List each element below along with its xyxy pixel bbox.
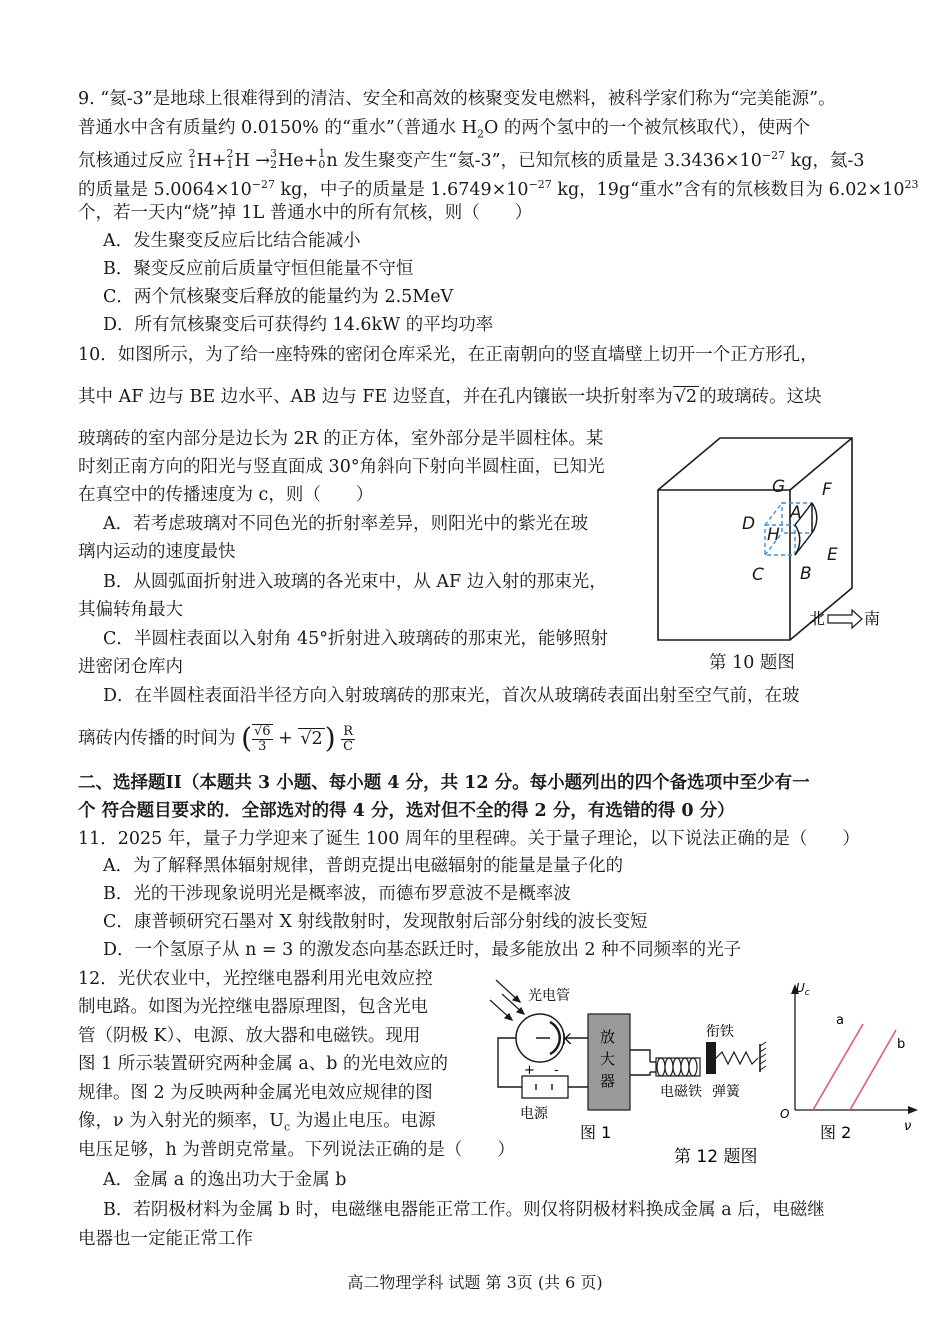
label-amp-2: 大	[600, 1050, 616, 1068]
label-a: A	[790, 503, 802, 523]
q9-line-3: 氘核通过反应 2 1 H+ 2 1 H → 3 2 He+ 1 0 n 发生聚变产生“氦-3”，已知氘核的质量是 $3.3436\times 10^{-27}$ kg，氦-3	[78, 147, 865, 171]
label-south: 南	[864, 609, 881, 628]
q9-option-c: C．两个氘核聚变后释放的能量约为 2.5MeV	[103, 287, 454, 307]
q12-option-b-2: 电器也一定能正常工作	[78, 1229, 253, 1249]
spring-icon	[716, 1052, 758, 1064]
label-c: C	[752, 565, 764, 585]
page-footer: 高二物理学科 试题 第 3页 (共 6 页)	[347, 1273, 603, 1292]
q9-line-1: 9. “氦-3”是地球上很难得到的清洁、安全和高效的核聚变发电燃料，被科学家们称为“完美能源”。	[78, 89, 836, 109]
q12-line-5: 规律。图 2 为反映两种金属光电效应规律的图	[78, 1083, 433, 1103]
label-b: B	[800, 564, 812, 584]
label-minus: -	[554, 1063, 559, 1078]
graph-axis-x: ν	[904, 1119, 912, 1134]
graph-line-a	[813, 1024, 863, 1110]
q10-option-a-2: 璃内运动的速度最快	[78, 542, 236, 562]
graph-line-b	[850, 1030, 896, 1110]
label-fig-2: 图 2	[820, 1123, 852, 1142]
label-electromagnet: 电磁铁	[660, 1084, 702, 1100]
q10-line-4: 时刻正南方向的阳光与竖直面成 30°角斜向下射向半圆柱面，已知光	[78, 457, 605, 477]
q10-line-5: 在真空中的传播速度为 c，则（ ）	[78, 485, 374, 505]
q11-option-c: C．康普顿研究石墨对 X 射线散射时，发现散射后部分射线的波长变短	[103, 912, 648, 932]
q9-option-a: A．发生聚变反应后比结合能减小	[103, 231, 361, 251]
label-e: E	[827, 545, 838, 565]
label-spring: 弹簧	[712, 1084, 740, 1100]
q11-stem: 11．2025 年，量子力学迎来了诞生 100 周年的里程碑。关于量子理论，以下说法正确的是（ ）	[78, 829, 860, 849]
label-f: F	[822, 480, 832, 500]
label-amp-3: 器	[600, 1072, 616, 1090]
q10-option-b-2: 其偏转角最大	[78, 600, 183, 620]
section-2-heading-1: 二、选择题II（本题共 3 小题、每小题 4 分，共 12 分。每小题列出的四个备选项中至少有一	[78, 773, 810, 793]
label-phototube: 光电管	[528, 988, 570, 1004]
graph-label-a: a	[836, 1013, 844, 1028]
section-2-heading-2: 个 符合题目要求的．全部选对的得 4 分，选对但不全的得 2 分，有选错的得 0 分）	[78, 801, 735, 821]
graph-label-b: b	[897, 1037, 906, 1052]
q10-option-b-1: B．从圆弧面折射进入玻璃的各光束中，从 AF 边入射的那束光，	[103, 572, 607, 592]
label-g: G	[772, 477, 786, 497]
q10-option-d-2: 璃砖内传播的时间为 ( $\frac{√6}{3}$ + √2) $\frac{R}{C}$	[78, 721, 354, 755]
q9-line-2: 普通水中含有质量约 0.0150% 的“重水”（普通水 $H_2O$ 的两个氢中的一个被氘核取代），使两个	[78, 118, 811, 141]
q12-line-4: 图 1 所示装置研究两种金属 a、b 的光电效应的	[78, 1054, 449, 1074]
armature-icon	[706, 1042, 716, 1074]
q10-option-d-1: D．在半圆柱表面沿半径方向入射玻璃砖的那束光，首次从玻璃砖表面出射至空气前，在玻	[103, 686, 800, 706]
q9-line-5: 个，若一天内“烧”掉 1L 普通水中的所有氘核，则（ ）	[78, 203, 533, 223]
power-source-icon	[522, 1076, 568, 1098]
label-d: D	[742, 514, 756, 534]
q12-option-a: A．金属 a 的逸出功大于金属 b	[103, 1170, 347, 1190]
q9-option-b: B．聚变反应前后质量守恒但能量不守恒	[103, 259, 414, 279]
q12-line-1: 12．光伏农业中，光控继电器利用光电效应控	[78, 969, 433, 989]
q12-option-b-1: B．若阴极材料为金属 b 时，电磁继电器能正常工作。则仅将阴极材料换成金属 a 后，电磁继	[103, 1200, 825, 1220]
figure-10-diagram	[650, 430, 910, 670]
label-amp-1: 放	[600, 1028, 616, 1046]
figure-10-caption: 第 10 题图	[709, 653, 795, 673]
q10-line-3: 玻璃砖的室内部分是边长为 2R 的正方体，室外部分是半圆柱体。某	[78, 429, 604, 449]
label-fig-1: 图 1	[580, 1123, 612, 1142]
label-north: 北	[809, 609, 826, 628]
label-h: H	[767, 525, 780, 545]
graph-axis-y: $U_c$	[796, 981, 810, 998]
fusion-equation: 2 1 H+ 2 1 H → 3 2 He+ 1 0 n	[188, 147, 338, 171]
q12-line-7: 电压足够，h 为普朗克常量。下列说法正确的是（ ）	[78, 1140, 515, 1160]
figure-12-diagram	[480, 972, 920, 1172]
q10-option-c-2: 进密闭仓库内	[78, 657, 183, 677]
label-armature: 衔铁	[706, 1024, 734, 1040]
q11-option-b: B．光的干涉现象说明光是概率波，而德布罗意波不是概率波	[103, 884, 571, 904]
graph-origin: O	[780, 1107, 790, 1121]
label-plus: +	[524, 1063, 535, 1078]
label-cathode-k: K	[562, 1032, 572, 1048]
q10-option-c-1: C．半圆柱表面以入射角 45°折射进入玻璃砖的那束光，能够照射	[103, 629, 608, 649]
q10-line-2: 其中 AF 边与 BE 边水平、AB 边与 FE 边竖直，并在孔内镶嵌一块折射率为 √2 的玻璃砖。这块	[78, 387, 822, 407]
q10-option-a-1: A．若考虑玻璃对不同色光的折射率差异，则阳光中的紫光在玻	[103, 514, 589, 534]
figure-12-caption: 第 12 题图	[674, 1147, 758, 1167]
q10-line-1: 10．如图所示，为了给一座特殊的密闭仓库采光，在正南朝向的竖直墙壁上切开一个正方形孔，	[78, 345, 818, 365]
q11-option-a: A．为了解释黑体辐射规律，普朗克提出电磁辐射的能量是量子化的	[103, 856, 624, 876]
q9-line-4: 的质量是 $5.0064\times 10^{-27}$ kg，中子的质量是 $1.6749\times 10^{-27}$ kg，19g“重水”含有的氘核数目为 $6.02\times 10^{23}$	[78, 178, 919, 200]
label-power-source: 电源	[520, 1106, 548, 1122]
q9-option-d: D．所有氘核聚变后可获得约 14.6kW 的平均功率	[103, 315, 494, 335]
q11-option-d: D．一个氢原子从 n = 3 的激发态向基态跃迁时，最多能放出 2 种不同频率的光子	[103, 940, 742, 960]
q12-line-6: 像，ν 为入射光的频率，$U_c$ 为遏止电压。电源	[78, 1111, 436, 1134]
q12-line-3: 管（阴极 K）、电源、放大器和电磁铁。现用	[78, 1026, 421, 1046]
q12-line-2: 制电路。如图为光控继电器原理图，包含光电	[78, 997, 428, 1017]
electromagnet-icon	[656, 1058, 700, 1076]
